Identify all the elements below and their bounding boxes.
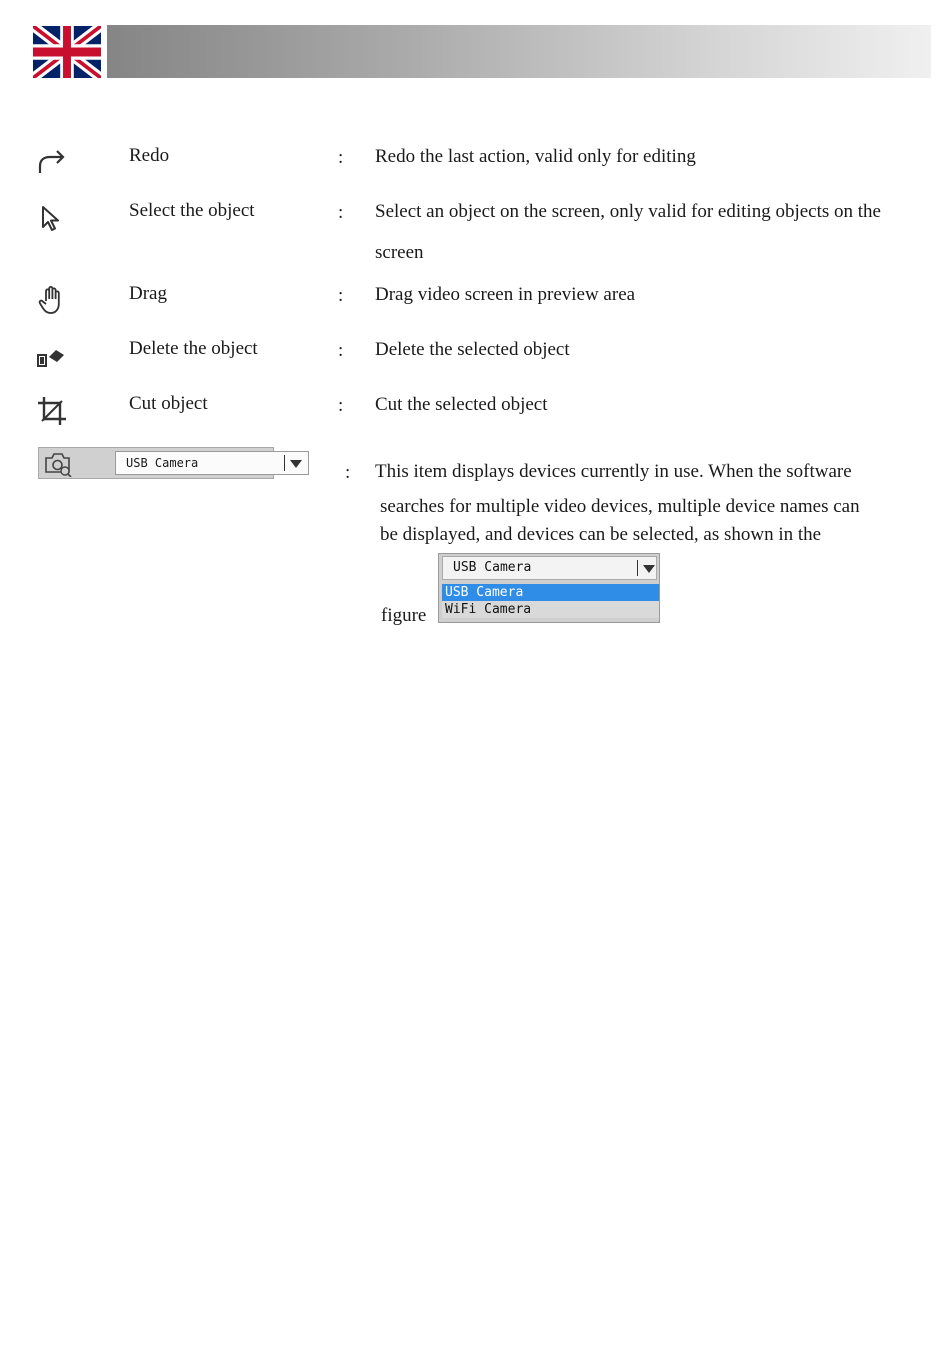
eraser-icon (36, 341, 68, 373)
tool-name: Cut object (129, 393, 208, 414)
tool-description: Select an object on the screen, only valid for editing objects on the screen (375, 201, 881, 263)
separator-colon: : (338, 395, 344, 416)
chevron-down-icon[interactable] (290, 460, 302, 468)
redo-icon (36, 146, 68, 178)
figure-dropdown-header (442, 556, 657, 580)
dropdown-divider (637, 560, 638, 576)
hand-icon (36, 284, 68, 316)
header-banner (107, 25, 931, 78)
separator-colon: : (338, 285, 344, 306)
crop-icon (36, 395, 68, 427)
figure-dropdown-value: USB Camera (453, 560, 532, 575)
device-dropdown[interactable] (115, 451, 309, 475)
dropdown-figure (438, 553, 660, 623)
tool-name: Redo (129, 145, 170, 166)
tool-description: Delete the selected object (375, 339, 570, 360)
separator-colon: : (338, 202, 344, 223)
device-selector (38, 447, 274, 479)
figure-option: WiFi Camera (442, 601, 659, 618)
separator-colon: : (338, 147, 344, 168)
figure-option-selected: USB Camera (442, 584, 659, 601)
tool-name: Delete the object (129, 338, 258, 359)
device-description-line: searches for multiple video devices, multiple device names can (380, 496, 860, 517)
dropdown-divider (284, 455, 285, 471)
tool-name: Drag (129, 283, 167, 304)
separator-colon: : (345, 462, 351, 483)
uk-flag-icon (33, 26, 101, 78)
separator-colon: : (338, 340, 344, 361)
tool-description: Redo the last action, valid only for editing (375, 146, 696, 167)
device-description-line: figure (381, 605, 427, 626)
device-description-line: be displayed, and devices can be selected, as shown in the (380, 524, 822, 545)
device-description-line: This item displays devices currently in use. When the software (375, 461, 852, 482)
select-pointer-icon (36, 202, 68, 234)
tool-description: Cut the selected object (375, 394, 548, 415)
camera-icon[interactable] (43, 450, 73, 477)
tool-name: Select the object (129, 200, 255, 221)
chevron-down-icon (643, 565, 655, 573)
tool-description: Drag video screen in preview area (375, 284, 636, 305)
device-dropdown-value: USB Camera (126, 456, 199, 470)
